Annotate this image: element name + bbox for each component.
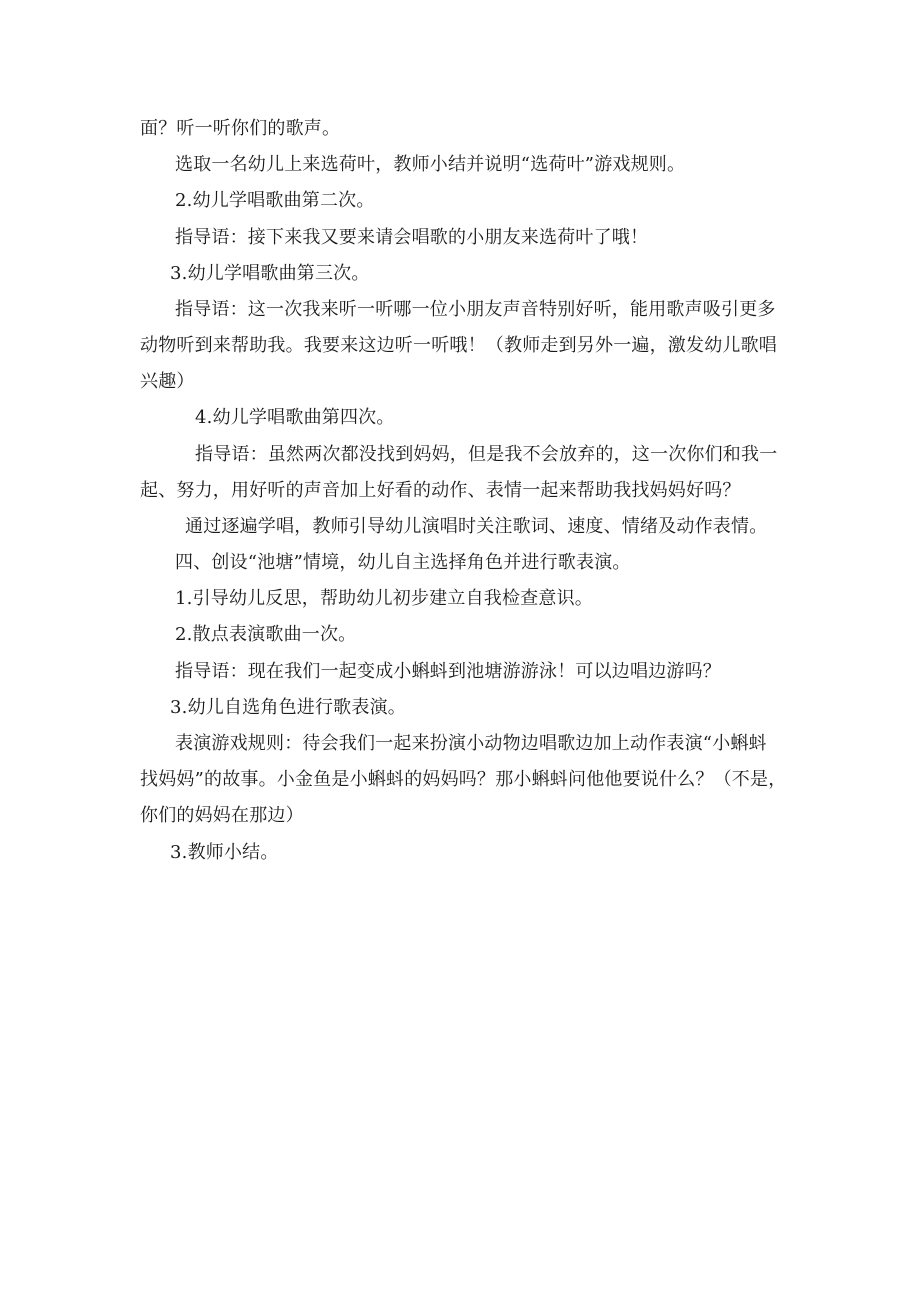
text-line: 通过逐遍学唱，教师引导幼儿演唱时关注歌词、速度、情绪及动作表情。 xyxy=(185,516,768,537)
text-line: 指导语：接下来我又要来请会唱歌的小朋友来选荷叶了哦！ xyxy=(175,227,649,248)
text-line: 表演游戏规则：待会我们一起来扮演小动物边唱歌边加上动作表演“小蝌蚪 xyxy=(175,733,767,754)
text-line: 动物听到来帮助我。我要来这边听一听哦！（教师走到另外一遍，激发幼儿歌唱 xyxy=(140,335,777,356)
text-line: 1.引导幼儿反思，帮助幼儿初步建立自我检查意识。 xyxy=(175,588,593,609)
text-line: 3.幼儿自选角色进行歌表演。 xyxy=(170,697,406,718)
text-line: 四、创设“池塘”情境，幼儿自主选择角色并进行歌表演。 xyxy=(175,552,631,573)
text-line: 你们的妈妈在那边） xyxy=(140,805,304,826)
text-line: 起、努力，用好听的声音加上好看的动作、表情一起来帮助我找妈妈好吗？ xyxy=(140,480,741,501)
text-line: 3.教师小结。 xyxy=(170,842,279,863)
text-line: 3.幼儿学唱歌曲第三次。 xyxy=(170,263,370,284)
text-line: 选取一名幼儿上来选荷叶，教师小结并说明“选荷叶”游戏规则。 xyxy=(175,154,686,175)
text-line: 指导语：现在我们一起变成小蝌蚪到池塘游游泳！可以边唱边游吗？ xyxy=(175,661,721,682)
text-line: 4.幼儿学唱歌曲第四次。 xyxy=(195,407,395,428)
text-line: 指导语：这一次我来听一听哪一位小朋友声音特别好听，能用歌声吸引更多 xyxy=(175,299,776,320)
text-line: 指导语：虽然两次都没找到妈妈，但是我不会放弃的，这一次你们和我一 xyxy=(195,444,778,465)
text-line: 面？听一听你们的歌声。 xyxy=(140,118,341,139)
text-line: 兴趣） xyxy=(140,371,195,392)
text-line: 2.幼儿学唱歌曲第二次。 xyxy=(175,190,375,211)
text-line: 找妈妈”的故事。小金鱼是小蝌蚪的妈妈吗？那小蝌蚪问他他要说什么？（不是， xyxy=(140,769,787,790)
text-line: 2.散点表演歌曲一次。 xyxy=(175,624,357,645)
